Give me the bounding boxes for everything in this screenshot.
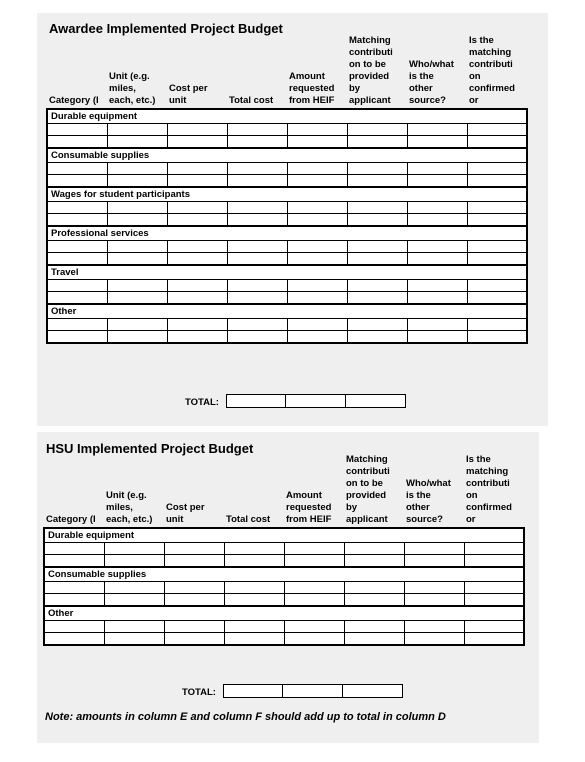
- section-row: [44, 567, 524, 582]
- entry-cell[interactable]: [467, 214, 527, 227]
- entry-cell[interactable]: [284, 543, 344, 555]
- entry-cell[interactable]: [344, 582, 404, 594]
- entry-cell[interactable]: [227, 253, 287, 266]
- entry-cell[interactable]: [407, 202, 467, 214]
- section-row: [47, 265, 527, 280]
- entry-cell[interactable]: [107, 241, 167, 253]
- total-cost-cell[interactable]: [226, 394, 286, 408]
- section-label: Consumable supplies: [44, 567, 524, 582]
- hsu-budget-table: [43, 527, 525, 646]
- total-heif-cell[interactable]: [283, 684, 343, 698]
- table-row: [47, 124, 527, 136]
- entry-cell[interactable]: [467, 163, 527, 175]
- entry-cell[interactable]: [407, 253, 467, 266]
- entry-cell[interactable]: [227, 163, 287, 175]
- entry-cell[interactable]: [227, 292, 287, 305]
- header-unit: Unit (e.g. miles, each, etc.): [109, 71, 156, 106]
- entry-cell[interactable]: [47, 124, 107, 136]
- entry-cell[interactable]: [287, 136, 347, 149]
- table-row: [47, 280, 527, 292]
- section-label: Wages for student participants: [47, 187, 527, 202]
- entry-cell[interactable]: [104, 582, 164, 594]
- entry-cell[interactable]: [407, 124, 467, 136]
- entry-cell[interactable]: [287, 331, 347, 344]
- section-label: Travel: [47, 265, 527, 280]
- entry-cell[interactable]: [284, 633, 344, 646]
- table-row: [47, 175, 527, 188]
- entry-cell[interactable]: [167, 292, 227, 305]
- table-row: [47, 214, 527, 227]
- header-unit: Unit (e.g. miles, each, etc.): [106, 490, 153, 525]
- entry-cell[interactable]: [224, 543, 284, 555]
- total-cost-cell[interactable]: [223, 684, 283, 698]
- entry-cell[interactable]: [284, 582, 344, 594]
- entry-cell[interactable]: [164, 621, 224, 633]
- entry-cell[interactable]: [47, 163, 107, 175]
- table-row: [47, 253, 527, 266]
- entry-cell[interactable]: [344, 633, 404, 646]
- entry-cell[interactable]: [164, 543, 224, 555]
- entry-cell[interactable]: [347, 253, 407, 266]
- header-cost-per-unit: Cost per unit: [166, 502, 205, 525]
- section-row: [47, 226, 527, 241]
- header-matching-contribution: Matching contributi on to be provided by applicant: [349, 35, 393, 106]
- entry-cell[interactable]: [104, 543, 164, 555]
- entry-cell[interactable]: [227, 280, 287, 292]
- entry-cell[interactable]: [107, 214, 167, 227]
- header-matching-contribution: Matching contributi on to be provided by applicant: [346, 454, 390, 525]
- entry-cell[interactable]: [467, 292, 527, 305]
- entry-cell[interactable]: [407, 241, 467, 253]
- entry-cell[interactable]: [467, 331, 527, 344]
- budget-note: Note: amounts in column E and column F should add up to total in column D: [45, 711, 446, 723]
- table-row: [44, 543, 524, 555]
- section-row: [44, 528, 524, 543]
- table-row: [47, 319, 527, 331]
- entry-cell[interactable]: [344, 543, 404, 555]
- entry-cell[interactable]: [107, 202, 167, 214]
- entry-cell[interactable]: [167, 280, 227, 292]
- entry-cell[interactable]: [227, 331, 287, 344]
- entry-cell[interactable]: [344, 555, 404, 568]
- section-label: Durable equipment: [44, 528, 524, 543]
- table-row: [47, 331, 527, 344]
- entry-cell[interactable]: [167, 241, 227, 253]
- table-row: [44, 594, 524, 607]
- entry-cell[interactable]: [47, 280, 107, 292]
- entry-cell[interactable]: [407, 319, 467, 331]
- entry-cell[interactable]: [404, 621, 464, 633]
- entry-cell[interactable]: [167, 214, 227, 227]
- section-label: Other: [47, 304, 527, 319]
- table-row: [44, 582, 524, 594]
- entry-cell[interactable]: [227, 124, 287, 136]
- entry-cell[interactable]: [227, 175, 287, 188]
- total-heif-cell[interactable]: [286, 394, 346, 408]
- entry-cell[interactable]: [464, 543, 524, 555]
- entry-cell[interactable]: [287, 124, 347, 136]
- entry-cell[interactable]: [467, 253, 527, 266]
- entry-cell[interactable]: [344, 594, 404, 607]
- entry-cell[interactable]: [467, 280, 527, 292]
- entry-cell[interactable]: [47, 319, 107, 331]
- entry-cell[interactable]: [467, 319, 527, 331]
- entry-cell[interactable]: [284, 555, 344, 568]
- entry-cell[interactable]: [44, 621, 104, 633]
- entry-cell[interactable]: [44, 582, 104, 594]
- entry-cell[interactable]: [167, 124, 227, 136]
- section-label: Professional services: [47, 226, 527, 241]
- header-matching-confirmed: Is the matching contributi on confirmed or: [466, 454, 512, 525]
- entry-cell[interactable]: [164, 633, 224, 646]
- section-row: [47, 187, 527, 202]
- table-row: [47, 292, 527, 305]
- entry-cell[interactable]: [227, 241, 287, 253]
- entry-cell[interactable]: [107, 136, 167, 149]
- entry-cell[interactable]: [467, 202, 527, 214]
- entry-cell[interactable]: [347, 280, 407, 292]
- entry-cell[interactable]: [104, 555, 164, 568]
- entry-cell[interactable]: [284, 594, 344, 607]
- entry-cell[interactable]: [404, 543, 464, 555]
- entry-cell[interactable]: [407, 163, 467, 175]
- entry-cell[interactable]: [287, 163, 347, 175]
- entry-cell[interactable]: [464, 633, 524, 646]
- entry-cell[interactable]: [167, 253, 227, 266]
- entry-cell[interactable]: [347, 202, 407, 214]
- hsu-budget-sheet: [37, 432, 539, 743]
- entry-cell[interactable]: [467, 136, 527, 149]
- entry-cell[interactable]: [44, 555, 104, 568]
- entry-cell[interactable]: [47, 175, 107, 188]
- entry-cell[interactable]: [287, 214, 347, 227]
- entry-cell[interactable]: [44, 543, 104, 555]
- entry-cell[interactable]: [167, 319, 227, 331]
- table-row: [44, 621, 524, 633]
- awardee-budget-sheet: [37, 13, 548, 426]
- entry-cell[interactable]: [107, 175, 167, 188]
- entry-cell[interactable]: [287, 202, 347, 214]
- header-amount-requested: Amount requested from HEIF: [286, 490, 332, 525]
- entry-cell[interactable]: [407, 331, 467, 344]
- entry-cell[interactable]: [224, 555, 284, 568]
- awardee-header-row: [49, 35, 529, 107]
- entry-cell[interactable]: [407, 136, 467, 149]
- entry-cell[interactable]: [467, 241, 527, 253]
- entry-cell[interactable]: [407, 175, 467, 188]
- entry-cell[interactable]: [287, 241, 347, 253]
- entry-cell[interactable]: [47, 292, 107, 305]
- entry-cell[interactable]: [47, 241, 107, 253]
- entry-cell[interactable]: [167, 331, 227, 344]
- header-cost-per-unit: Cost per unit: [169, 83, 208, 106]
- entry-cell[interactable]: [107, 319, 167, 331]
- entry-cell[interactable]: [287, 253, 347, 266]
- entry-cell[interactable]: [464, 594, 524, 607]
- header-category: Category (I: [49, 95, 99, 106]
- table-row: [44, 555, 524, 568]
- entry-cell[interactable]: [104, 594, 164, 607]
- entry-cell[interactable]: [224, 621, 284, 633]
- entry-cell[interactable]: [44, 633, 104, 646]
- entry-cell[interactable]: [227, 319, 287, 331]
- entry-cell[interactable]: [407, 292, 467, 305]
- entry-cell[interactable]: [467, 124, 527, 136]
- awardee-budget-title: Awardee Implemented Project Budget: [49, 21, 283, 36]
- entry-cell[interactable]: [164, 594, 224, 607]
- entry-cell[interactable]: [167, 163, 227, 175]
- entry-cell[interactable]: [287, 319, 347, 331]
- entry-cell[interactable]: [407, 214, 467, 227]
- entry-cell[interactable]: [47, 214, 107, 227]
- entry-cell[interactable]: [107, 331, 167, 344]
- entry-cell[interactable]: [344, 621, 404, 633]
- entry-cell[interactable]: [407, 280, 467, 292]
- entry-cell[interactable]: [224, 633, 284, 646]
- header-other-source: Who/what is the other source?: [409, 59, 454, 106]
- entry-cell[interactable]: [347, 331, 407, 344]
- entry-cell[interactable]: [227, 214, 287, 227]
- hsu-budget-title: HSU Implemented Project Budget: [46, 441, 254, 456]
- hsu-total-row: [223, 684, 403, 698]
- entry-cell[interactable]: [47, 331, 107, 344]
- total-matching-cell[interactable]: [346, 394, 406, 408]
- section-row: [47, 109, 527, 124]
- table-row: [47, 136, 527, 149]
- entry-cell[interactable]: [167, 175, 227, 188]
- header-total-cost: Total cost: [226, 514, 271, 525]
- header-amount-requested: Amount requested from HEIF: [289, 71, 335, 106]
- entry-cell[interactable]: [107, 292, 167, 305]
- entry-cell[interactable]: [224, 582, 284, 594]
- header-matching-confirmed: Is the matching contributi on confirmed or: [469, 35, 515, 106]
- entry-cell[interactable]: [227, 202, 287, 214]
- entry-cell[interactable]: [44, 594, 104, 607]
- entry-cell[interactable]: [47, 202, 107, 214]
- section-label: Durable equipment: [47, 109, 527, 124]
- awardee-total-row: [226, 394, 406, 408]
- entry-cell[interactable]: [47, 253, 107, 266]
- entry-cell[interactable]: [164, 555, 224, 568]
- entry-cell[interactable]: [287, 292, 347, 305]
- section-row: [47, 148, 527, 163]
- entry-cell[interactable]: [404, 582, 464, 594]
- entry-cell[interactable]: [107, 280, 167, 292]
- section-label: Other: [44, 606, 524, 621]
- header-category: Category (I: [46, 514, 96, 525]
- section-row: [44, 606, 524, 621]
- entry-cell[interactable]: [107, 163, 167, 175]
- entry-cell[interactable]: [347, 241, 407, 253]
- entry-cell[interactable]: [464, 582, 524, 594]
- entry-cell[interactable]: [47, 136, 107, 149]
- entry-cell[interactable]: [104, 621, 164, 633]
- hsu-total-label: TOTAL:: [182, 687, 216, 698]
- header-total-cost: Total cost: [229, 95, 274, 106]
- awardee-budget-table: [46, 108, 528, 344]
- header-other-source: Who/what is the other source?: [406, 478, 451, 525]
- entry-cell[interactable]: [167, 202, 227, 214]
- total-matching-cell[interactable]: [343, 684, 403, 698]
- entry-cell[interactable]: [404, 555, 464, 568]
- entry-cell[interactable]: [464, 555, 524, 568]
- table-row: [47, 202, 527, 214]
- entry-cell[interactable]: [347, 292, 407, 305]
- entry-cell[interactable]: [104, 633, 164, 646]
- entry-cell[interactable]: [464, 621, 524, 633]
- hsu-header-row: [46, 454, 526, 526]
- entry-cell[interactable]: [224, 594, 284, 607]
- entry-cell[interactable]: [227, 136, 287, 149]
- entry-cell[interactable]: [347, 124, 407, 136]
- entry-cell[interactable]: [287, 280, 347, 292]
- entry-cell[interactable]: [347, 136, 407, 149]
- table-row: [47, 163, 527, 175]
- entry-cell[interactable]: [347, 214, 407, 227]
- entry-cell[interactable]: [107, 124, 167, 136]
- entry-cell[interactable]: [404, 594, 464, 607]
- entry-cell[interactable]: [287, 175, 347, 188]
- entry-cell[interactable]: [467, 175, 527, 188]
- table-row: [44, 633, 524, 646]
- entry-cell[interactable]: [347, 319, 407, 331]
- awardee-total-label: TOTAL:: [185, 397, 219, 408]
- entry-cell[interactable]: [347, 163, 407, 175]
- entry-cell[interactable]: [107, 253, 167, 266]
- section-row: [47, 304, 527, 319]
- entry-cell[interactable]: [284, 621, 344, 633]
- section-label: Consumable supplies: [47, 148, 527, 163]
- entry-cell[interactable]: [404, 633, 464, 646]
- entry-cell[interactable]: [347, 175, 407, 188]
- entry-cell[interactable]: [164, 582, 224, 594]
- table-row: [47, 241, 527, 253]
- entry-cell[interactable]: [167, 136, 227, 149]
